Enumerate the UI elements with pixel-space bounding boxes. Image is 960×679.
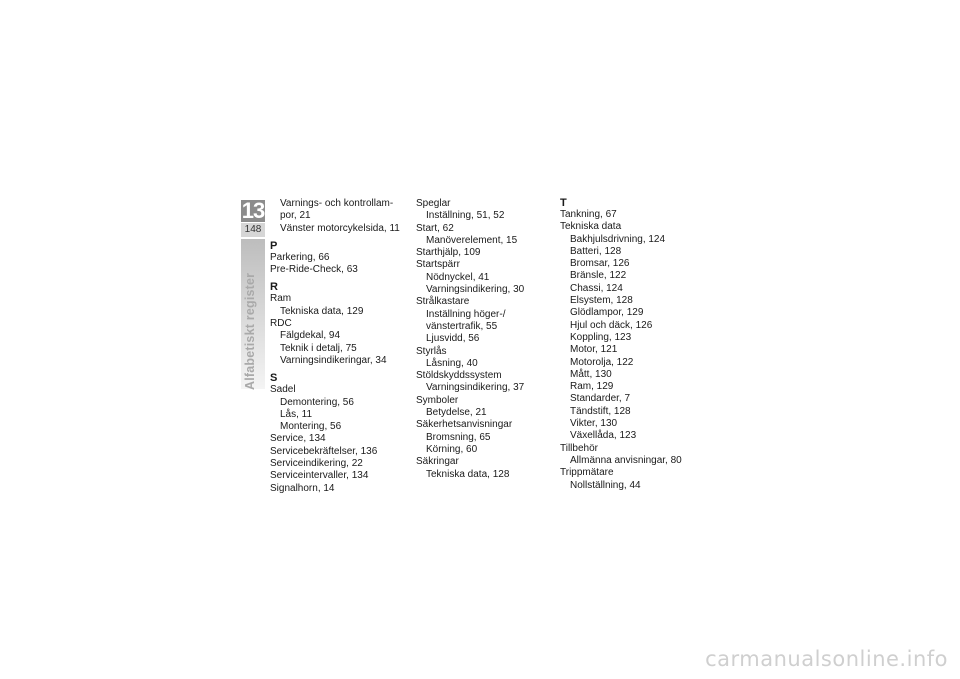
index-entry: Manöverelement, 15	[426, 234, 518, 246]
index-entry: Pre-Ride-Check, 63	[270, 264, 358, 276]
index-entry: Varningsindikering, 30	[426, 284, 525, 296]
page-number: 148	[241, 223, 265, 237]
index-entry: Säkringar	[416, 456, 459, 468]
index-entry: Koppling, 123	[570, 331, 632, 343]
index-entry: Tekniska data, 128	[426, 468, 510, 480]
index-entry: RDC	[270, 318, 292, 330]
index-entry: Ram	[270, 293, 292, 305]
index-entry: Serviceintervaller, 134	[270, 470, 369, 482]
chapter-title: Alfabetiskt register	[243, 272, 257, 390]
index-entry: Serviceindikering, 22	[270, 458, 363, 470]
index-entry: Tankning, 67	[560, 209, 617, 220]
index-entry: Hjul och däck, 126	[570, 319, 653, 331]
index-entry: Växellåda, 123	[570, 430, 637, 442]
index-entry: Startspärr	[416, 259, 460, 271]
index-entry: Bränsle, 122	[570, 270, 627, 282]
index-letter-heading: T	[560, 197, 567, 209]
index-entry: Bromsning, 65	[426, 431, 491, 443]
index-entry: Glödlampor, 129	[570, 307, 644, 319]
index-entry: Varningsindikeringar, 34	[280, 354, 387, 366]
index-entry: Varningsindikering, 37	[426, 382, 525, 394]
index-letter-heading: S	[270, 372, 278, 385]
index-entry: Nödnyckel, 41	[426, 271, 490, 283]
index-entry: Lås, 11	[280, 408, 313, 420]
index-entry: Batteri, 128	[570, 245, 622, 257]
index-entry: Ram, 129	[570, 381, 614, 393]
index-entry: Speglar	[416, 198, 451, 209]
index-entry: Standarder, 7	[570, 393, 631, 405]
index-entry: Säkerhetsanvisningar	[416, 419, 513, 431]
index-entry: Stöldskyddssystem	[416, 370, 502, 382]
index-letter-heading: P	[270, 239, 278, 252]
index-entry: Parkering, 66	[270, 251, 330, 263]
index-entry: Start, 62	[416, 222, 454, 234]
index-entry: Service, 134	[270, 433, 326, 445]
index-entry: vänstertrafik, 55	[426, 320, 498, 332]
index-entry: Allmänna anvisningar, 80	[570, 454, 682, 466]
index-entry: Vikter, 130	[570, 418, 618, 430]
index-entry: Montering, 56	[280, 421, 342, 433]
index-entry: Chassi, 124	[570, 282, 623, 294]
index-entry: Tekniska data	[560, 221, 622, 233]
index-letter-heading: R	[270, 281, 278, 294]
index-entry: Symboler	[416, 394, 459, 406]
index-entry: Elsystem, 128	[570, 295, 633, 307]
index-entry: Mått, 130	[570, 368, 612, 380]
index-entry: Tekniska data, 129	[280, 305, 364, 317]
index-entry: por, 21	[280, 210, 311, 222]
index-entry: Ljusvidd, 56	[426, 333, 480, 345]
index-entry: Inställning höger-/	[426, 308, 506, 320]
index-entry: Styrlås	[416, 345, 447, 357]
index-column-2	[416, 198, 551, 481]
index-entry: Starthjälp, 109	[416, 247, 481, 259]
index-entry: Servicebekräftelser, 136	[270, 445, 378, 457]
index-column-1	[270, 198, 405, 495]
index-entry: Betydelse, 21	[426, 407, 487, 419]
index-entry: Vänster motorcykelsida, 11	[280, 222, 400, 234]
index-entry: Bakhjulsdrivning, 124	[570, 233, 666, 245]
index-entry: Trippmätare	[560, 467, 614, 479]
index-entry: Motorolja, 122	[570, 356, 634, 368]
index-entry: Tillbehör	[560, 442, 598, 454]
watermark: carmanualsonline.info	[705, 647, 948, 671]
index-entry: Signalhorn, 14	[270, 482, 335, 494]
index-entry: Teknik i detalj, 75	[280, 342, 357, 354]
index-entry: Sadel	[270, 384, 296, 396]
index-entry: Fälgdekal, 94	[280, 330, 341, 342]
index-entry: Tändstift, 128	[570, 405, 631, 417]
index-entry: Motor, 121	[570, 344, 618, 356]
index-entry: Demontering, 56	[280, 396, 354, 408]
index-entry: Nollställning, 44	[570, 479, 641, 491]
index-entry: Inställning, 51, 52	[426, 210, 505, 222]
chapter-number: 13	[241, 198, 265, 223]
index-entry: Varnings- och kontrollam-	[280, 198, 394, 209]
index-column-3	[560, 198, 695, 492]
index-entry: Bromsar, 126	[570, 258, 630, 270]
index-entry: Strålkastare	[416, 296, 470, 308]
index-entry: Låsning, 40	[426, 357, 478, 369]
index-entry: Körning, 60	[426, 443, 478, 455]
